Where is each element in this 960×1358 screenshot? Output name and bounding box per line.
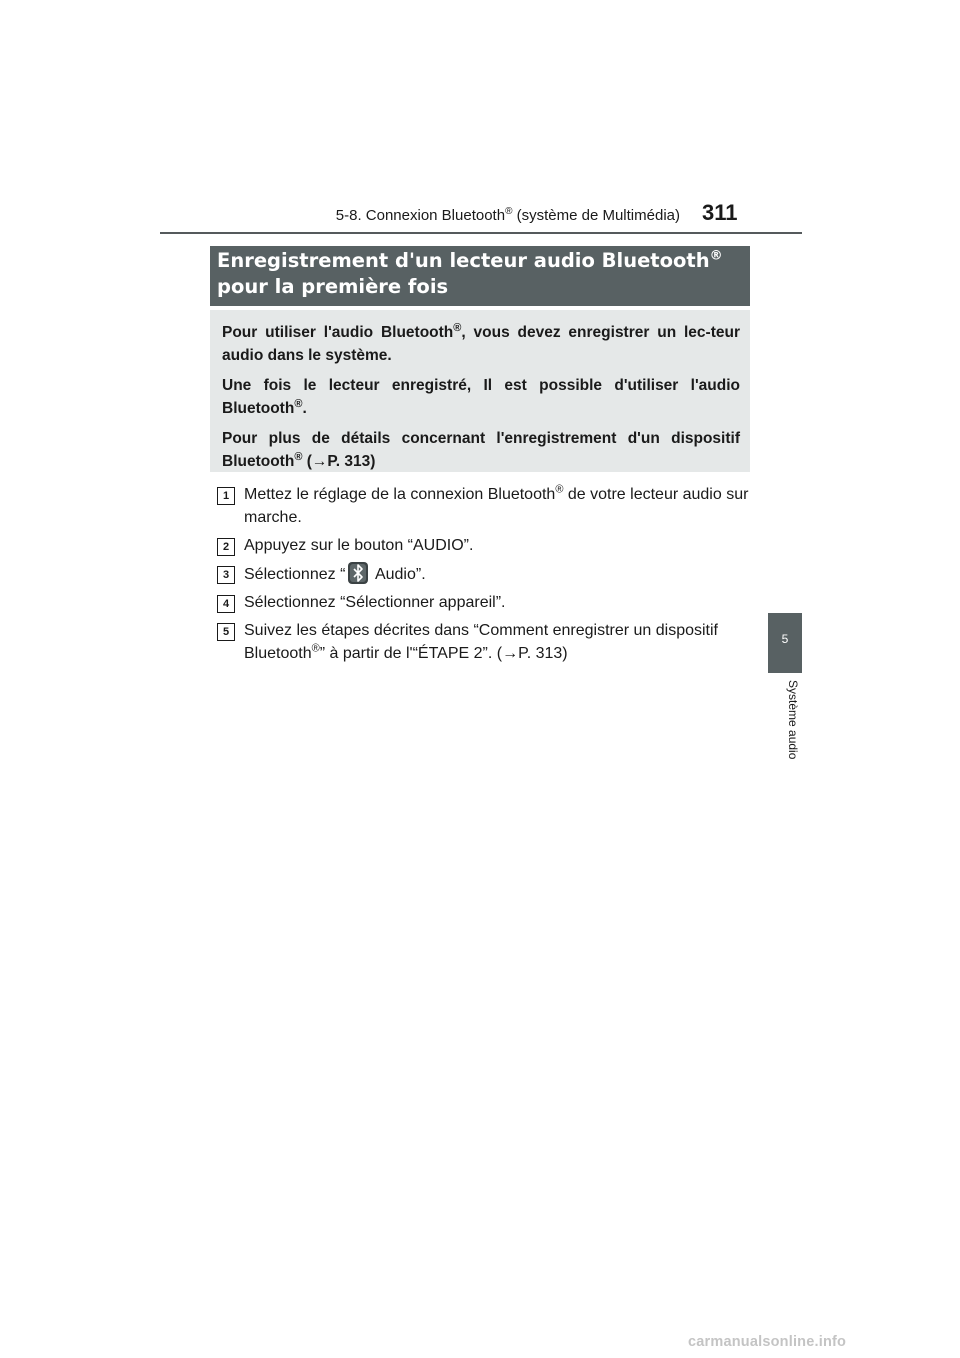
section-title [210, 246, 750, 306]
step-number: 4 [217, 595, 235, 613]
step-1-text-a: Mettez le réglage de la connexion Bluetooth [244, 486, 556, 503]
step-5-registered-mark: ® [311, 642, 320, 655]
intro-p3-registered-mark: ® [294, 450, 303, 463]
steps-list [217, 483, 757, 670]
step-item [217, 619, 757, 665]
intro-box [210, 310, 750, 472]
step-number: 1 [217, 487, 235, 505]
step-1-registered-mark: ® [555, 483, 564, 496]
intro-p1-text-b: , vous devez enregistrer un lec-teur audio dans le système. [222, 324, 740, 364]
intro-p3-text-a: Pour plus de détails concernant l'enregistrement d'un dispositif Bluetooth [222, 430, 740, 470]
step-item [217, 534, 757, 557]
page-number: 311 [702, 200, 738, 225]
watermark: carmanualsonline.info [688, 1334, 847, 1350]
header-section-prefix: 5-8. Connexion Bluetooth [335, 207, 506, 224]
bluetooth-icon [348, 562, 368, 584]
header-divider [160, 232, 802, 234]
intro-p2-registered-mark: ® [294, 397, 303, 410]
step-5-text-a: Suivez les étapes décrites dans “Comment enregistrer un dispositif Bluetooth [244, 622, 718, 662]
intro-p2-text-a: Une fois le lecteur enregistré, Il est possible d'utiliser l'audio Bluetooth [222, 377, 740, 417]
step-number: 3 [217, 566, 235, 584]
step-text [244, 619, 757, 665]
step-3-text-b: Audio”. [371, 566, 426, 583]
step-text [244, 483, 757, 529]
section-title-registered-mark: ® [709, 248, 723, 264]
intro-p3-text-b: (→P. 313) [302, 453, 376, 470]
step-text: Sélectionnez “Sélectionner appareil”. [244, 594, 506, 611]
step-text [244, 562, 757, 586]
step-number: 2 [217, 538, 235, 556]
section-title-part2: pour la première fois [217, 275, 449, 298]
header-registered-mark: ® [505, 206, 513, 217]
running-header [300, 206, 680, 224]
step-number: 5 [217, 623, 235, 641]
step-1-text-b: de votre lecteur audio sur marche. [244, 486, 749, 526]
intro-paragraph-3 [222, 427, 740, 473]
section-title-part1: Enregistrement d'un lecteur audio Bluetooth [217, 249, 710, 272]
intro-p1-text-a: Pour utiliser l'audio Bluetooth [222, 324, 454, 341]
intro-p1-registered-mark: ® [453, 321, 462, 334]
step-text: Appuyez sur le bouton “AUDIO”. [244, 537, 474, 554]
chapter-label: Système audio [786, 680, 800, 760]
intro-paragraph-1 [222, 321, 740, 367]
step-3-text-a: Sélectionnez “ [244, 566, 346, 583]
intro-p2-text-b: . [302, 400, 307, 417]
header-section-suffix: (système de Multimédia) [512, 207, 680, 224]
step-item [217, 562, 757, 586]
step-item [217, 591, 757, 614]
step-5-text-b: ” à partir de l'“ÉTAPE 2”. (→P. 313) [319, 645, 568, 662]
intro-paragraph-2 [222, 374, 740, 420]
step-item [217, 483, 757, 529]
chapter-tab: 5 [768, 613, 802, 673]
